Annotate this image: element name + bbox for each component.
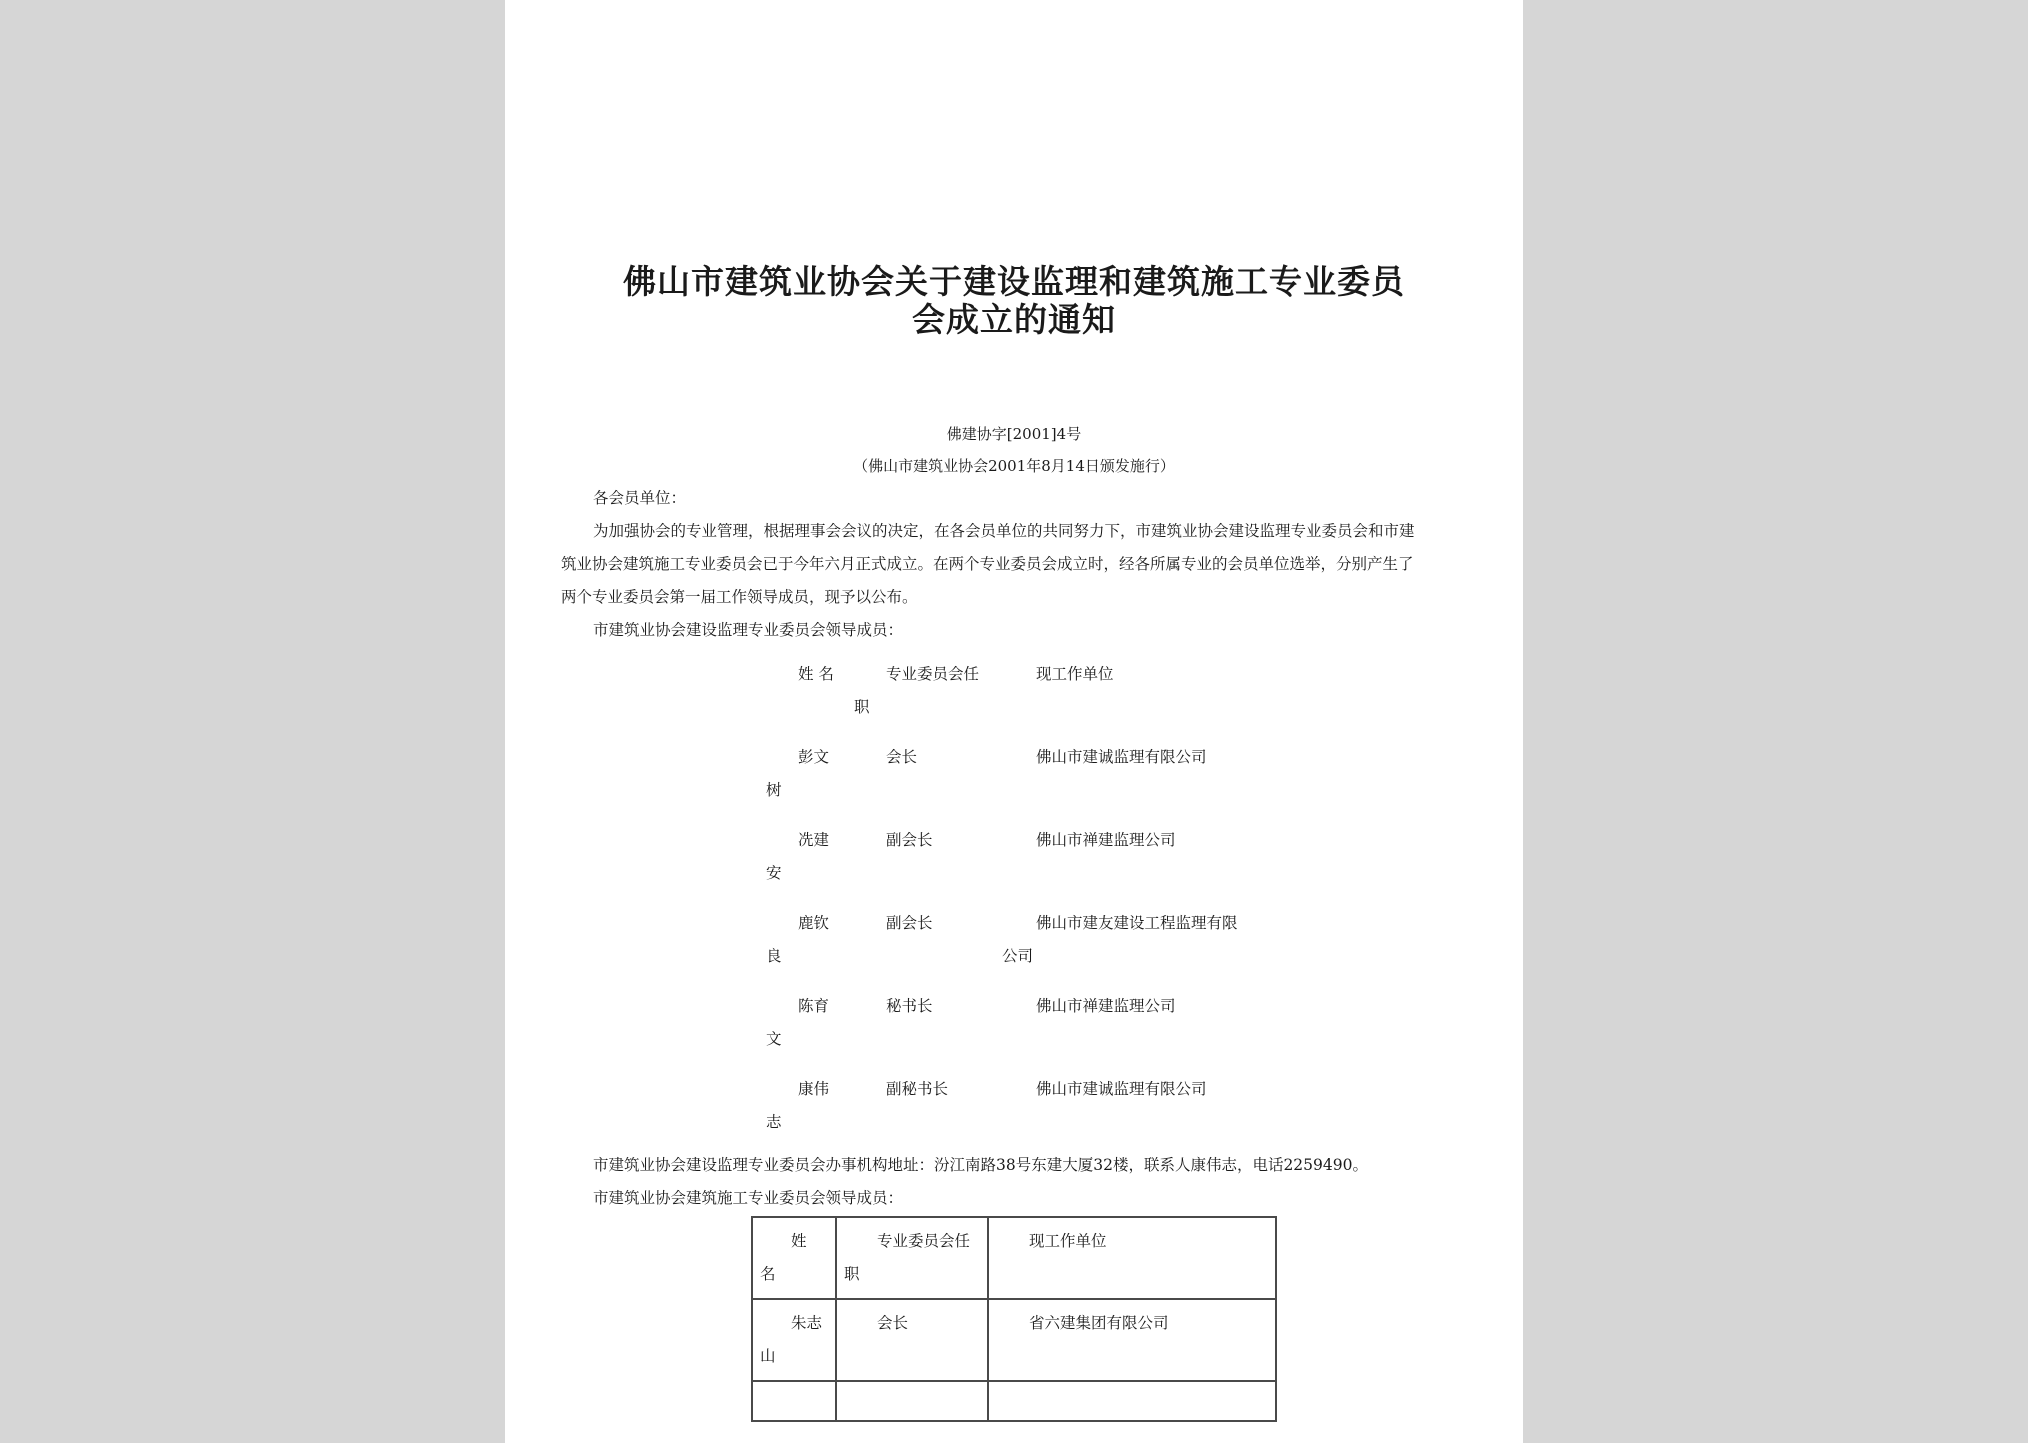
header-role-wrap: 职: [854, 698, 870, 716]
paragraph-line: 筑业协会建筑施工专业委员会已于今年六月正式成立。在两个专业委员会成立时，经各所属专业的会员单位选举，分别产生了: [561, 555, 1414, 573]
document-page: [505, 0, 1523, 1443]
table-header-row: [752, 1217, 1276, 1299]
member-name: 鹿钦: [798, 914, 830, 932]
header-unit-cell: [988, 1217, 1276, 1299]
member-name-wrap: 良: [766, 947, 782, 965]
member-name-wrap: 山: [760, 1347, 776, 1365]
member-name: 冼建: [798, 831, 830, 849]
contact-line: 市建筑业协会建设监理专业委员会办事机构地址：汾江南路38号东建大厦32楼，联系人康伟志，电话2259490。: [593, 1156, 1368, 1174]
section1-heading: 市建筑业协会建设监理专业委员会领导成员：: [593, 621, 904, 639]
member-unit: 佛山市建诚监理有限公司: [1036, 1080, 1207, 1098]
member-role-cell: [836, 1299, 988, 1381]
member-unit: 省六建集团有限公司: [1029, 1314, 1169, 1332]
member-unit-wrap: 公司: [1002, 947, 1034, 965]
member-name-wrap: 安: [766, 864, 782, 882]
document-title-line1: 佛山市建筑业协会关于建设监理和建筑施工专业委员: [623, 262, 1405, 301]
member-unit-cell: [988, 1299, 1276, 1381]
header-role-cell: [836, 1217, 988, 1299]
member-role: 副秘书长: [886, 1080, 949, 1098]
construction-committee-table: [751, 1216, 1277, 1422]
header-name-wrap: 名: [760, 1265, 776, 1283]
table-row: [752, 1299, 1276, 1381]
salutation: 各会员单位：: [593, 489, 687, 507]
document-title-line2: 会成立的通知: [912, 300, 1116, 339]
member-name: 陈育: [798, 997, 830, 1015]
member-name-cell: [752, 1299, 836, 1381]
table-row-partial: [752, 1381, 1276, 1421]
header-unit: 现工作单位: [1036, 665, 1114, 683]
table-cell-empty: [836, 1381, 988, 1421]
header-name: 姓: [791, 1232, 807, 1250]
paragraph-line: 为加强协会的专业管理，根据理事会会议的决定，在各会员单位的共同努力下，市建筑业协会建设监理专业委员会和市建: [593, 522, 1415, 540]
member-unit: 佛山市禅建监理公司: [1036, 831, 1176, 849]
member-name: 朱志: [791, 1314, 823, 1332]
member-unit: 佛山市建诚监理有限公司: [1036, 748, 1207, 766]
header-name: 姓 名: [798, 665, 834, 683]
paragraph-line: 两个专业委员会第一届工作领导成员，现予以公布。: [561, 588, 918, 606]
member-role: 副会长: [886, 831, 933, 849]
section2-heading: 市建筑业协会建筑施工专业委员会领导成员：: [593, 1189, 904, 1207]
member-name-wrap: 志: [766, 1113, 782, 1131]
member-name: 彭文: [798, 748, 830, 766]
document-number: 佛建协字[2001]4号: [946, 425, 1082, 443]
header-role: 专业委员会任: [886, 665, 980, 683]
member-role: 副会长: [886, 914, 933, 932]
member-name-wrap: 文: [766, 1030, 782, 1048]
issue-note: （佛山市建筑业协会2001年8月14日颁发施行）: [853, 457, 1175, 475]
header-name-cell: [752, 1217, 836, 1299]
member-role: 秘书长: [886, 997, 933, 1015]
table-cell-empty: [752, 1381, 836, 1421]
table-cell-empty: [988, 1381, 1276, 1421]
member-unit: 佛山市禅建监理公司: [1036, 997, 1176, 1015]
member-unit: 佛山市建友建设工程监理有限: [1036, 914, 1238, 932]
member-role: 会长: [886, 748, 918, 766]
header-unit: 现工作单位: [1029, 1232, 1107, 1250]
member-name-wrap: 树: [766, 781, 782, 799]
member-role: 会长: [877, 1314, 909, 1332]
member-name: 康伟: [798, 1080, 830, 1098]
header-role-wrap: 职: [844, 1265, 860, 1283]
header-role: 专业委员会任: [877, 1232, 971, 1250]
